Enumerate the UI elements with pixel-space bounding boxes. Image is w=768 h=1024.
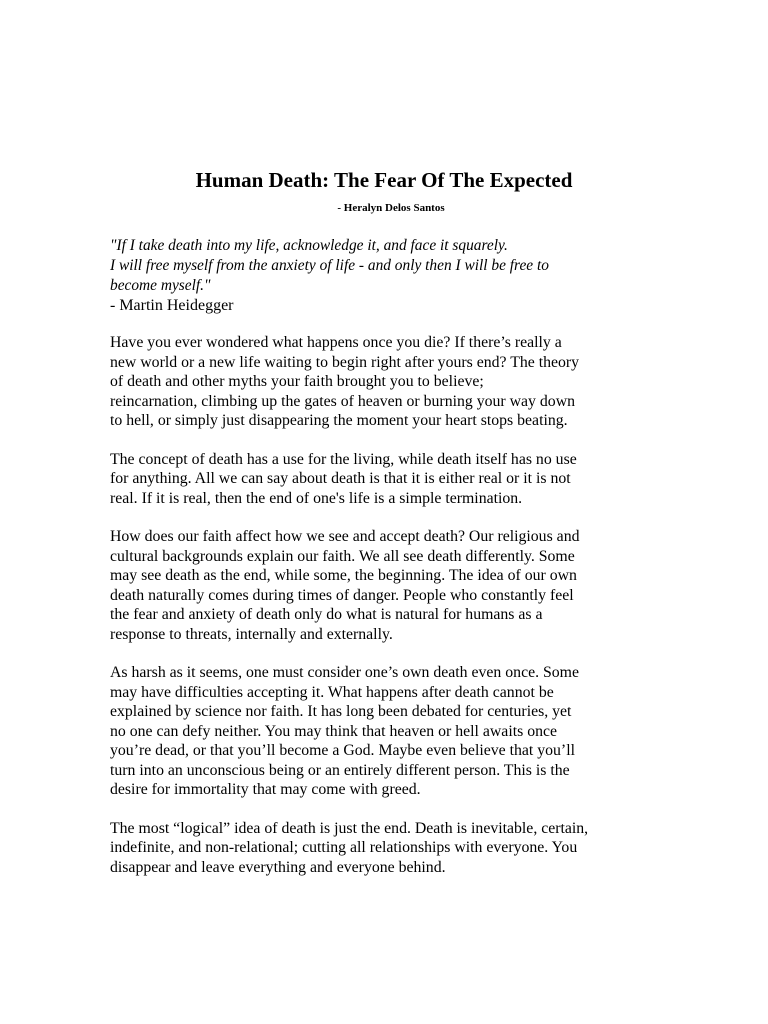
body-paragraph xyxy=(110,450,670,509)
text-line: the fear and anxiety of death only do what is natural for humans as a xyxy=(110,606,543,623)
text-line: you’re dead, or that you’ll become a God. Maybe even believe that you’ll xyxy=(110,742,575,759)
text-line: to hell, or simply just disappearing the moment your heart stops beating. xyxy=(110,412,568,429)
text-line: may see death as the end, while some, the beginning. The idea of our own xyxy=(110,567,577,584)
text-line: may have difficulties accepting it. What happens after death cannot be xyxy=(110,683,554,701)
author-byline: - Heralyn Delos Santos xyxy=(337,202,445,214)
text-line: turn into an unconscious being or an entirely different person. This is the xyxy=(110,761,570,779)
body-paragraph xyxy=(110,333,670,431)
text-line: The concept of death has a use for the living, while death itself has no use xyxy=(110,450,577,468)
quote-line: I will free myself from the anxiety of life - and only then I will be free to xyxy=(110,257,549,274)
text-line: of death and other myths your faith brought you to believe; xyxy=(110,373,484,390)
document-body xyxy=(110,333,670,896)
text-line: new world or a new life waiting to begin right after yours end? The theory xyxy=(110,353,580,371)
text-line: response to threats, internally and externally. xyxy=(110,625,393,643)
text-line: real. If it is real, then the end of one's life is a simple termination. xyxy=(110,489,523,507)
quote-attribution: - Martin Heidegger xyxy=(110,297,234,314)
body-paragraph xyxy=(110,819,670,878)
text-line: How does our faith affect how we see and accept death? Our religious and xyxy=(110,528,580,545)
text-line: no one can defy neither. You may think that heaven or hell awaits once xyxy=(110,722,558,740)
text-line: explained by science nor faith. It has long been debated for centuries, yet xyxy=(110,703,572,720)
text-line: death naturally comes during times of danger. People who constantly feel xyxy=(110,586,574,604)
quote-line: "If I take death into my life, acknowledge it, and face it squarely. xyxy=(110,237,508,254)
document-title: Human Death: The Fear Of The Expected xyxy=(195,168,573,192)
epigraph-quote xyxy=(110,236,670,316)
body-paragraph xyxy=(110,663,670,800)
text-line: desire for immortality that may come with greed. xyxy=(110,781,421,798)
text-line: for anything. All we can say about death is that it is either real or it is not xyxy=(110,470,571,487)
text-line: cultural backgrounds explain our faith. We all see death differently. Some xyxy=(110,547,575,565)
quote-line: become myself." xyxy=(110,277,211,294)
text-line: As harsh as it seems, one must consider one’s own death even once. Some xyxy=(110,664,579,681)
text-line: Have you ever wondered what happens once you die? If there’s really a xyxy=(110,334,562,351)
body-paragraph xyxy=(110,527,670,644)
text-line: reincarnation, climbing up the gates of heaven or burning your way down xyxy=(110,392,575,410)
text-line: The most “logical” idea of death is just the end. Death is inevitable, certain, xyxy=(110,819,589,837)
text-line: indefinite, and non-relational; cutting all relationships with everyone. You xyxy=(110,839,578,856)
text-line: disappear and leave everything and everyone behind. xyxy=(110,858,446,876)
